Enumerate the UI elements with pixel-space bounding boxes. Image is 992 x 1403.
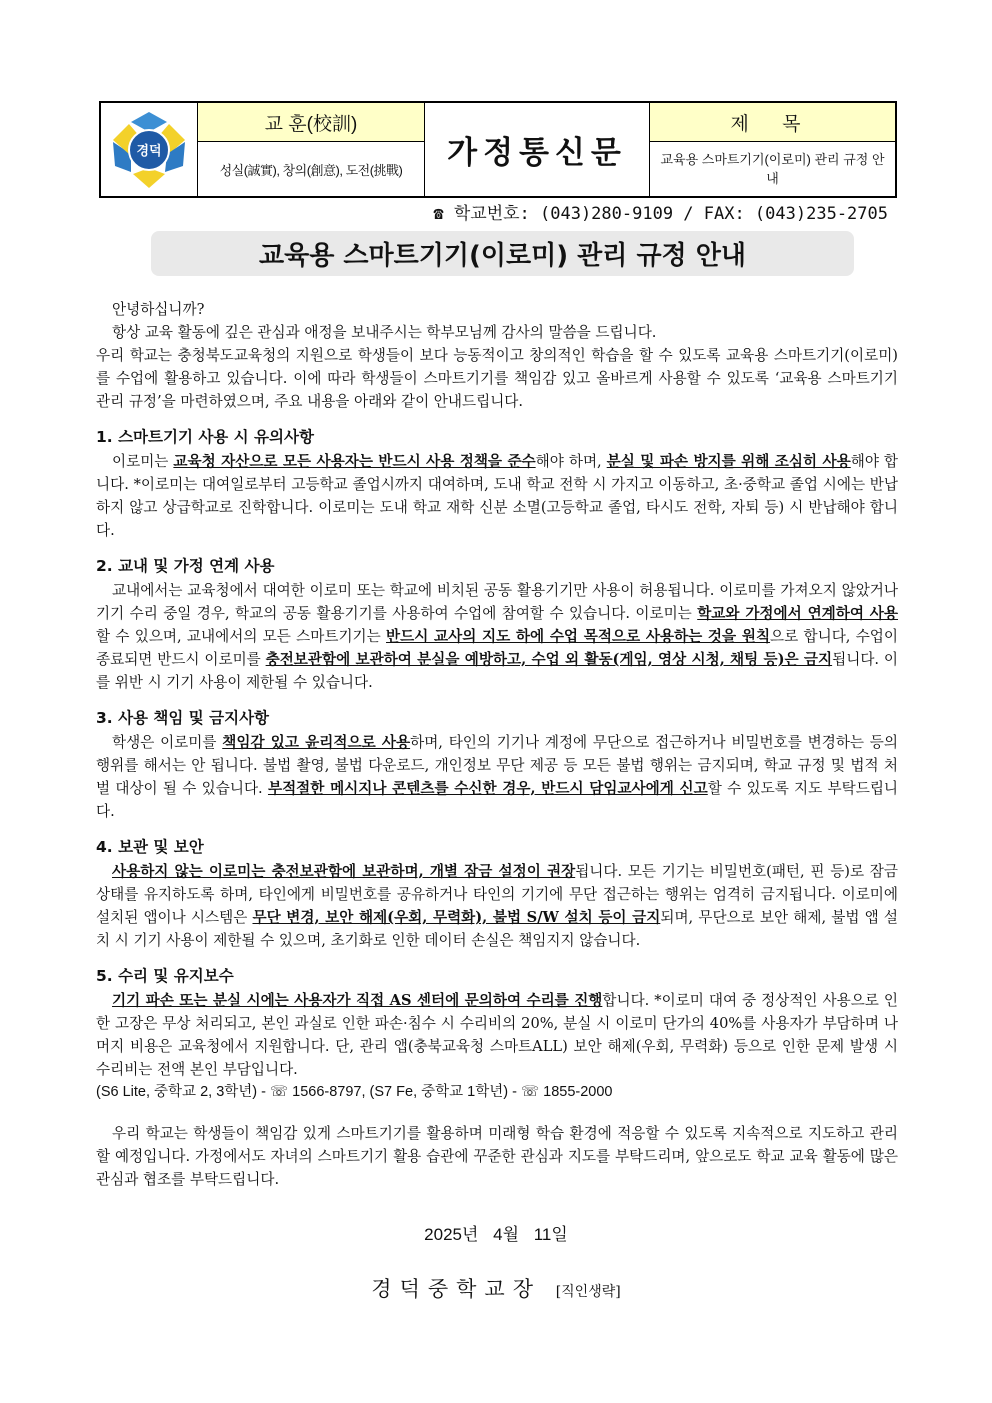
section-4-title: 4. 보관 및 보안 — [96, 838, 204, 856]
s2-emphasis-2: 반드시 교사의 지도 하에 수업 목적으로 사용하는 것을 원칙 — [386, 628, 771, 645]
section-1-title: 1. 스마트기기 사용 시 유의사항 — [96, 428, 314, 446]
section-1-body — [96, 450, 898, 542]
subject-label: 제 목 — [650, 103, 895, 142]
greeting: 안녕하십니까? — [112, 301, 205, 318]
s1-text-c: 해야 합니다. *이로미는 대여일로부터 고등학교 졸업시까지 대여하며, 도내 학교 전학 시 가지고 이동하고, 초·중학교 졸업 시에는 반납하지 않고 상급학교로 진학합니다. 이로미는 도내 학교 재학 신분 소멸(고등학교 졸업, 타시도 전학, 자퇴 등) 시 반납해야 합니다. — [96, 453, 899, 539]
section-5-title: 5. 수리 및 유지보수 — [96, 967, 234, 985]
signature-line — [0, 1273, 992, 1303]
motto-cell — [198, 103, 425, 196]
s5-text-a: 합니다. *이로미 대여 중 정상적인 사용으로 인한 고장은 무상 처리되고, 본인 과실로 인한 파손·침수 시 수리비의 20%, 분실 시 이로미 단가의 40%를 사용자가 부담하며 나머지 비용은 교육청에서 지원합니다. 단, 관리 앱(충북교육청 스마트ALL) 보안 해제(우회, 무력화) 등으로 인한 문제 발생 시 수리비는 전액 본인 부담입니다. — [96, 992, 898, 1078]
s3-emphasis-1: 책임감 있고 윤리적으로 사용 — [222, 734, 411, 751]
contact-info: ☎ 학교번호: (043)280-9109 / FAX: (043)235-2705 — [433, 204, 888, 224]
s4-text-b: 되며, 무단으로 보안 해제, 불법 앱 설치 시 기기 사용이 제한될 수 있으며, 초기화로 인한 데이터 손실은 책임지지 않습니다. — [96, 909, 898, 949]
subject-cell — [650, 103, 895, 196]
section-2-body — [96, 579, 898, 694]
s2-text-b: 할 수 있으며, 교내에서의 모든 스마트기기는 — [96, 628, 387, 645]
s2-text-d: 됩니다. 이를 위반 시 기기 사용이 제한될 수 있습니다. — [96, 651, 898, 691]
s3-emphasis-2: 부적절한 메시지나 콘텐츠를 수신한 경우, 반드시 담임교사에게 신고 — [267, 780, 708, 797]
header-table — [99, 101, 897, 198]
s3-text-b: 하며, 타인의 기기나 계정에 무단으로 접근하거나 비밀번호를 변경하는 등의 행위를 해서는 안 됩니다. 불법 촬영, 불법 다운로드, 개인정보 무단 제공 등 모든 불법 행위는 금지되며, 학교 규정 및 법적 처벌 대상이 될 수 있습니다. — [96, 734, 898, 797]
school-emblem-icon — [109, 110, 189, 190]
seal-note: [직인생략] — [555, 1284, 621, 1300]
s3-text-c: 할 수 있도록 지도 부탁드립니다. — [96, 780, 899, 820]
s4-emphasis-2: 무단 변경, 보안 해제(우회, 무력화), 불법 S/W 설치 등이 금지 — [252, 909, 661, 926]
document-type: 가정통신문 — [425, 103, 650, 196]
s4-text-a: 됩니다. 모든 기기는 비밀번호(패턴, 핀 등)로 잠금 상태를 유지하도록 하며, 타인에게 비밀번호를 공유하거나 타인의 기기에 무단 접근하는 행위는 엄격히 금지됩니다. 이로미에 설치된 앱이나 시스템은 — [96, 863, 899, 926]
intro-paragraph-1: 항상 교육 활동에 깊은 관심과 애정을 보내주시는 학부모님께 감사의 말씀을 드립니다. — [112, 324, 657, 341]
s4-emphasis-1: 사용하지 않는 이로미는 충전보관함에 보관하며, 개별 잠금 설정이 권장 — [112, 863, 576, 880]
logo-text: 경덕 — [136, 143, 162, 159]
letter-body — [96, 298, 898, 1191]
s3-text-a: 학생은 이로미를 — [112, 734, 223, 751]
s1-emphasis-1: 교육청 자산으로 모든 사용자는 반드시 사용 정책을 준수 — [173, 453, 536, 470]
s2-emphasis-1: 학교와 가정에서 연계하여 사용 — [697, 605, 899, 622]
section-2-title: 2. 교내 및 가정 연계 사용 — [96, 557, 275, 575]
section-5-body — [96, 989, 898, 1081]
closing-paragraph: 우리 학교는 학생들이 책임감 있게 스마트기기를 활용하며 미래형 학습 환경에 적응할 수 있도록 지속적으로 지도하고 관리할 예정입니다. 가정에서도 자녀의 스마트기기 활용 습관에 꾸준한 관심과 지도를 부탁드리며, 앞으로도 학교 교육 활동에 많은 관심과 협조를 부탁드립니다. — [96, 1125, 898, 1188]
s5-emphasis-1: 기기 파손 또는 분실 시에는 사용자가 직접 AS 센터에 문의하여 수리를 진행 — [112, 992, 603, 1009]
motto-label: 교 훈(校訓) — [198, 103, 424, 142]
s1-emphasis-2: 분실 및 파손 방지를 위해 조심히 사용 — [606, 453, 851, 470]
issue-date: 2025년 4월 11일 — [424, 1225, 568, 1244]
section-4-body — [96, 860, 898, 952]
section-3-title: 3. 사용 책임 및 금지사항 — [96, 709, 270, 727]
s2-emphasis-3: 충전보관함에 보관하여 분실을 예방하고, 수업 외 활동(게임, 영상 시청, 채팅 등)은 금지 — [265, 651, 833, 668]
s1-text-a: 이로미는 — [112, 453, 174, 470]
motto-value: 성실(誠實), 창의(創意), 도전(挑戰) — [219, 162, 403, 178]
s2-text-a: 교내에서는 교육청에서 대여한 이로미 또는 학교에 비치된 공동 활용기기만 사용이 허용됩니다. 이로미를 가져오지 않았거나 기기 수리 중일 경우, 학교의 공동 활용기기를 사용하여 수업에 참여할 수 있습니다. 이로미는 — [96, 582, 898, 622]
as-center-contacts: (S6 Lite, 중학교 2, 3학년) - ☏ 1566-8797, (S7 Fe, 중학교 1학년) - ☏ 1855-2000 — [96, 1084, 613, 1100]
page-title: 교육용 스마트기기(이로미) 관리 규정 안내 — [151, 231, 854, 276]
s2-text-c: 으로 합니다, 수업이 종료되면 반드시 이로미를 — [96, 628, 899, 668]
s1-text-b: 해야 하며, — [535, 453, 607, 470]
subject-value: 교육용 스마트기기(이로미) 관리 규정 안내 — [660, 152, 885, 186]
signer: 경덕중학교장 — [371, 1277, 541, 1301]
section-3-body — [96, 731, 898, 823]
school-logo — [101, 103, 198, 196]
intro-paragraph-2: 우리 학교는 충청북도교육청의 지원으로 학생들이 보다 능동적이고 창의적인 학습을 할 수 있도록 교육용 스마트기기(이로미)를 수업에 활용하고 있습니다. 이에 따라 학생들이 스마트기기를 책임감 있고 올바르게 사용할 수 있도록 ‘교육용 스마트기기 관리 규정’을 마련하였으며, 주요 내용을 아래와 같이 안내드립니다. — [96, 347, 898, 410]
